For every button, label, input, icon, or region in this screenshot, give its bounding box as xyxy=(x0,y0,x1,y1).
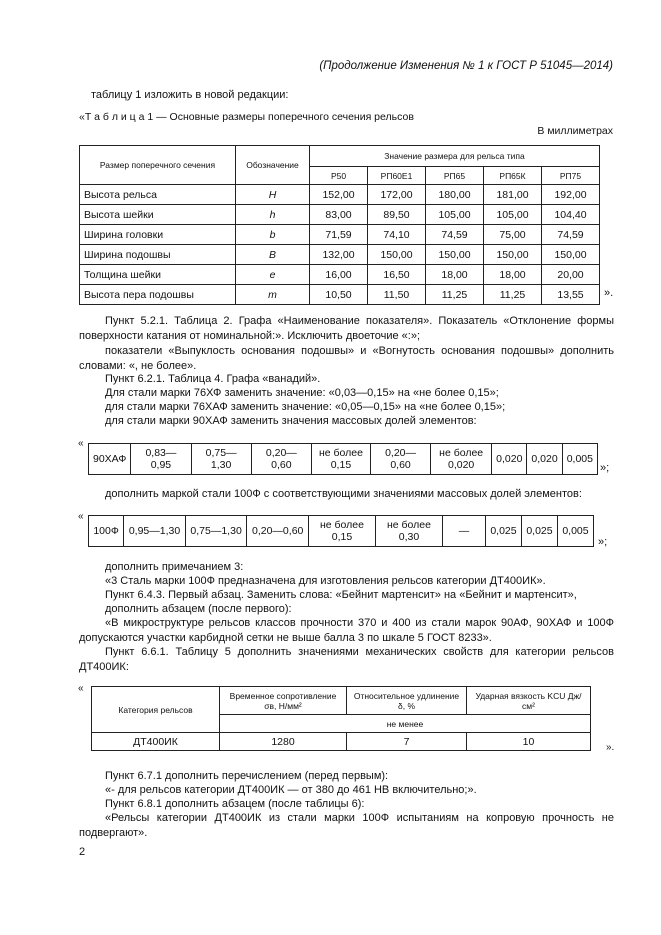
table5 xyxy=(91,686,591,751)
table5-col-category: Категория рельсов xyxy=(92,687,220,733)
chem-cell: 0,20—0,60 xyxy=(251,444,311,475)
cell-value: 150,00 xyxy=(368,245,426,265)
paragraph: Пункт 5.2.1. Таблица 2. Графа «Наименование показателя». Показатель «Отклонение формы поверхности катания от номинальной:». Исключить двоеточие «:»; xyxy=(79,315,614,342)
table-row xyxy=(92,733,591,751)
cell-value: 83,00 xyxy=(310,205,368,225)
table-row xyxy=(80,265,600,285)
table5-close-quote: ». xyxy=(606,742,615,753)
cell-value: 74,10 xyxy=(368,225,426,245)
cell-value: 11,25 xyxy=(426,285,484,305)
table1-col-values: Значение размера для рельса типа xyxy=(310,146,600,167)
cell-value: 89,50 xyxy=(368,205,426,225)
table1-col-symbol: Обозначение xyxy=(236,146,310,185)
chem-cell: 100Ф xyxy=(89,516,124,547)
paragraph: Пункт 6.4.3. Первый абзац. Заменить слова: «Бейнит мартенсит» на «Бейнит и мартенсит», xyxy=(105,589,577,601)
row-symbol: H xyxy=(236,185,310,205)
cell-value: 18,00 xyxy=(484,265,542,285)
table-row xyxy=(80,245,600,265)
chem-cell: 0,95—1,30 xyxy=(124,516,186,547)
chem-cell: не более 0,30 xyxy=(375,516,442,547)
cell-value: 11,50 xyxy=(368,285,426,305)
chem-cell: 0,025 xyxy=(485,516,521,547)
chem-cell: 0,005 xyxy=(562,444,597,475)
cell-value: 181,00 xyxy=(484,185,542,205)
cell-value: 10 xyxy=(467,733,591,751)
chem-cell: 0,025 xyxy=(521,516,557,547)
table1-type: Р50 xyxy=(310,167,368,185)
paragraph: для стали марки 76ХАФ заменить значение: «0,05—0,15» на «не более 0,15»; xyxy=(105,401,506,413)
row-symbol: b xyxy=(236,225,310,245)
chem-cell: 0,20—0,60 xyxy=(370,444,430,475)
paragraph: дополнить маркой стали 100Ф с соответствующими значениями массовых долей элементов: xyxy=(105,488,582,500)
table5-col-elongation: Относительное удлинение δ, % xyxy=(347,687,467,715)
paragraph: показатели «Выпуклость основания подошвы» и «Вогнутость основания подошвы» дополнить словами: «, не более». xyxy=(79,345,614,372)
chem1-close-quote: »; xyxy=(600,462,610,474)
paragraph: дополнить абзацем (после первого): xyxy=(105,603,292,615)
table1 xyxy=(79,145,600,305)
cell-value: 16,50 xyxy=(368,265,426,285)
paragraph: Пункт 6.6.1. Таблицу 5 дополнить значениями механических свойств для категории рельсов ДТ400ИК: xyxy=(79,646,614,673)
chem-cell: 0,75—1,30 xyxy=(191,444,251,475)
table1-col-size: Размер поперечного сечения xyxy=(80,146,236,185)
table-row xyxy=(80,205,600,225)
chem-cell: 0,75—1,30 xyxy=(185,516,247,547)
table5-col-impact: Ударная вязкость KCU Дж/см² xyxy=(467,687,591,715)
cell-value: 1280 xyxy=(220,733,347,751)
cell-value: 74,59 xyxy=(542,225,600,245)
row-symbol: m xyxy=(236,285,310,305)
paragraph: Пункт 6.7.1 дополнить перечислением (перед первым): xyxy=(105,770,389,782)
cell-value: ДТ400ИК xyxy=(92,733,220,751)
cell-value: 11,25 xyxy=(484,285,542,305)
chem-cell: не более 0,15 xyxy=(308,516,375,547)
chem2-open-quote: « xyxy=(78,511,84,522)
chem-cell: — xyxy=(442,516,485,547)
table-row xyxy=(89,516,594,547)
paragraph: «3 Сталь марки 100Ф предназначена для изготовления рельсов категории ДТ400ИК». xyxy=(105,575,546,587)
cell-value: 18,00 xyxy=(426,265,484,285)
page-header: (Продолжение Изменения № 1 к ГОСТ Р 51045—2014) xyxy=(319,60,613,72)
row-name: Высота рельса xyxy=(80,185,236,205)
paragraph: Для стали марки 76ХФ заменить значение: «0,03—0,15» на «не более 0,15»; xyxy=(105,387,499,399)
chem2-close-quote: »; xyxy=(598,536,608,548)
chem-cell: 90ХАФ xyxy=(89,444,131,475)
table1-type: РП65К xyxy=(484,167,542,185)
cell-value: 16,00 xyxy=(310,265,368,285)
table-row xyxy=(80,185,600,205)
paragraph: «Рельсы категории ДТ400ИК из стали марки 100Ф испытаниям на копровую прочность не подвергают». xyxy=(79,812,614,839)
row-name: Высота шейки xyxy=(80,205,236,225)
cell-value: 71,59 xyxy=(310,225,368,245)
paragraph: Пункт 6.8.1 дополнить абзацем (после таблицы 6): xyxy=(105,798,365,810)
paragraph: для стали марки 90ХАФ заменить значения массовых долей элементов: xyxy=(105,415,477,427)
cell-value: 10,50 xyxy=(310,285,368,305)
cell-value: 132,00 xyxy=(310,245,368,265)
table1-type: РП75 xyxy=(542,167,600,185)
chem-cell: не более 0,15 xyxy=(311,444,370,475)
table1-units: В миллиметрах xyxy=(537,125,613,137)
row-name: Толщина шейки xyxy=(80,265,236,285)
row-symbol: e xyxy=(236,265,310,285)
cell-value: 13,55 xyxy=(542,285,600,305)
cell-value: 150,00 xyxy=(484,245,542,265)
row-symbol: h xyxy=(236,205,310,225)
cell-value: 172,00 xyxy=(368,185,426,205)
table-row xyxy=(80,285,600,305)
table5-open-quote: « xyxy=(78,683,84,694)
table5-col-strength: Временное сопротивление σв, Н/мм² xyxy=(220,687,347,715)
paragraph: Пункт 6.2.1. Таблица 4. Графа «ванадий». xyxy=(105,373,321,385)
table-row xyxy=(80,225,600,245)
cell-value: 7 xyxy=(347,733,467,751)
paragraph: «В микроструктуре рельсов классов прочности 370 и 400 из стали марок 90АФ, 90ХАФ и 100Ф допускаются участки карбидной сетки не выше балла 3 по шкале 5 ГОСТ 8233». xyxy=(79,617,614,644)
chem-table-100f xyxy=(88,515,594,547)
row-name: Ширина головки xyxy=(80,225,236,245)
table5-subheader: не менее xyxy=(220,715,591,733)
cell-value: 150,00 xyxy=(542,245,600,265)
paragraph: дополнить примечанием 3: xyxy=(105,561,244,573)
intro-text: таблицу 1 изложить в новой редакции: xyxy=(91,89,289,101)
table1-type: РП60Е1 xyxy=(368,167,426,185)
table-row xyxy=(89,444,598,475)
table1-type: РП65 xyxy=(426,167,484,185)
cell-value: 105,00 xyxy=(426,205,484,225)
row-symbol: B xyxy=(236,245,310,265)
row-name: Высота пера подошвы xyxy=(80,285,236,305)
chem1-open-quote: « xyxy=(78,438,84,449)
cell-value: 152,00 xyxy=(310,185,368,205)
paragraph: «- для рельсов категории ДТ400ИК — от 380 до 461 НВ включительно;». xyxy=(105,784,477,796)
table1-close-quote: ». xyxy=(604,287,614,299)
row-name: Ширина подошвы xyxy=(80,245,236,265)
chem-cell: 0,83—0,95 xyxy=(131,444,191,475)
chem-table-90xaf xyxy=(88,443,598,475)
chem-cell: 0,020 xyxy=(492,444,527,475)
page-number: 2 xyxy=(79,846,86,858)
chem-cell: 0,020 xyxy=(527,444,562,475)
cell-value: 180,00 xyxy=(426,185,484,205)
cell-value: 104,40 xyxy=(542,205,600,225)
table1-title: «Т а б л и ц а 1 — Основные размеры поперечного сечения рельсов xyxy=(79,111,414,123)
cell-value: 192,00 xyxy=(542,185,600,205)
chem-cell: 0,20—0,60 xyxy=(247,516,309,547)
chem-cell: 0,005 xyxy=(557,516,593,547)
cell-value: 75,00 xyxy=(484,225,542,245)
cell-value: 150,00 xyxy=(426,245,484,265)
chem-cell: не более 0,020 xyxy=(431,444,492,475)
cell-value: 105,00 xyxy=(484,205,542,225)
cell-value: 20,00 xyxy=(542,265,600,285)
cell-value: 74,59 xyxy=(426,225,484,245)
